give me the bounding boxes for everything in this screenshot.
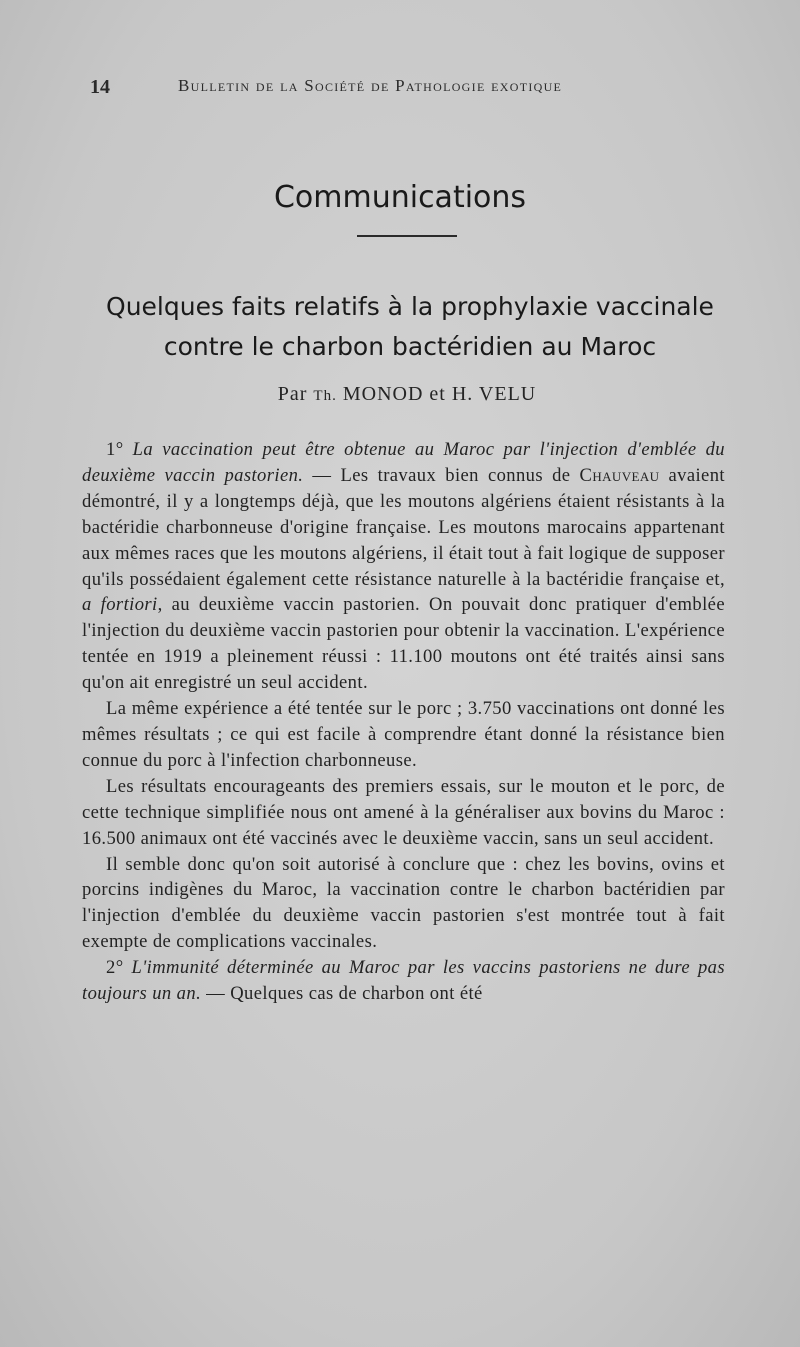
title-rule <box>357 235 457 237</box>
paragraph-5 <box>82 955 725 1007</box>
paragraph-5-number: 2° <box>106 957 124 979</box>
paragraph-1 <box>82 437 725 696</box>
cited-author: Chauveau <box>579 464 660 486</box>
paragraph-1-fortiori: a fortiori <box>82 594 158 616</box>
page-number: 14 <box>90 76 110 98</box>
article-title-line-2: contre le charbon bactéridien au Maroc <box>163 332 657 361</box>
byline-prefix: Par <box>277 383 308 405</box>
paragraph-1-text-a: avaient démontré, il y a longtemps déjà, que les moutons algériens étaient résistants à la bactéridie charbonneuse d'origine française. Les moutons marocains appartenant aux mêmes races que les moutons algériens, il était tout à fait logique de supposer qu'ils possédaient également cette résistance naturelle à la bactéridie française et, <box>82 464 726 590</box>
paragraph-4: Il semble donc qu'on soit autorisé à conclure que : chez les bovins, ovins et porcins indigènes du Maroc, la vaccination contre le charbon bactéridien par l'injection d'emblée du deuxième vaccin pastorien s'est montrée tout à fait exempte de complications vaccinales. <box>82 853 725 953</box>
author1-name: MONOD <box>342 383 424 405</box>
byline <box>0 383 800 406</box>
article-title-line-1: Quelques faits relatifs à la prophylaxie vaccinale <box>106 292 714 321</box>
paragraph-1-heading: La vaccination peut être obtenue au Maroc par l'injection d'emblée du deuxième vaccin pastorien. <box>82 439 725 486</box>
article-body <box>82 437 725 1007</box>
paragraph-1-number: 1° <box>106 439 124 460</box>
running-head: Bulletin de la Société de Pathologie exotique <box>178 76 563 95</box>
paragraph-1-text-b: , au deuxième vaccin pastorien. On pouvait donc pratiquer d'emblée l'injection du deuxième vaccin pastorien pour obtenir la vaccination. L'expérience tentée en 1919 a pleinement réussi : 11.100 moutons ont été traités ainsi sans qu'on ait enregistré un seul accident. <box>82 594 725 694</box>
paragraph-3: Les résultats encourageants des premiers essais, sur le mouton et le porc, de cette technique simplifiée nous ont amené à la généraliser aux bovins du Maroc : 16.500 animaux ont été vaccinés avec le deuxième vaccin, sans un seul accident. <box>82 775 725 849</box>
byline-and: et <box>429 383 446 405</box>
paragraph-5-heading: L'immunité déterminée au Maroc par les vaccins pastoriens ne dure pas toujours un an. <box>82 957 725 1005</box>
article-title <box>60 287 760 367</box>
paragraph-2: La même expérience a été tentée sur le porc ; 3.750 vaccinations ont donné les mêmes résultats ; ce qui est facile à comprendre étant donné la résistance bien connue du porc à l'infection charbonneuse. <box>82 698 725 771</box>
paragraph-1-dash: — Les travaux bien connus de <box>303 464 571 486</box>
author1-initial: Th. <box>313 388 337 404</box>
author2: H. VELU <box>451 383 537 405</box>
paragraph-5-text: — Quelques cas de charbon ont été <box>201 983 483 1005</box>
section-title: Communications <box>273 180 527 215</box>
